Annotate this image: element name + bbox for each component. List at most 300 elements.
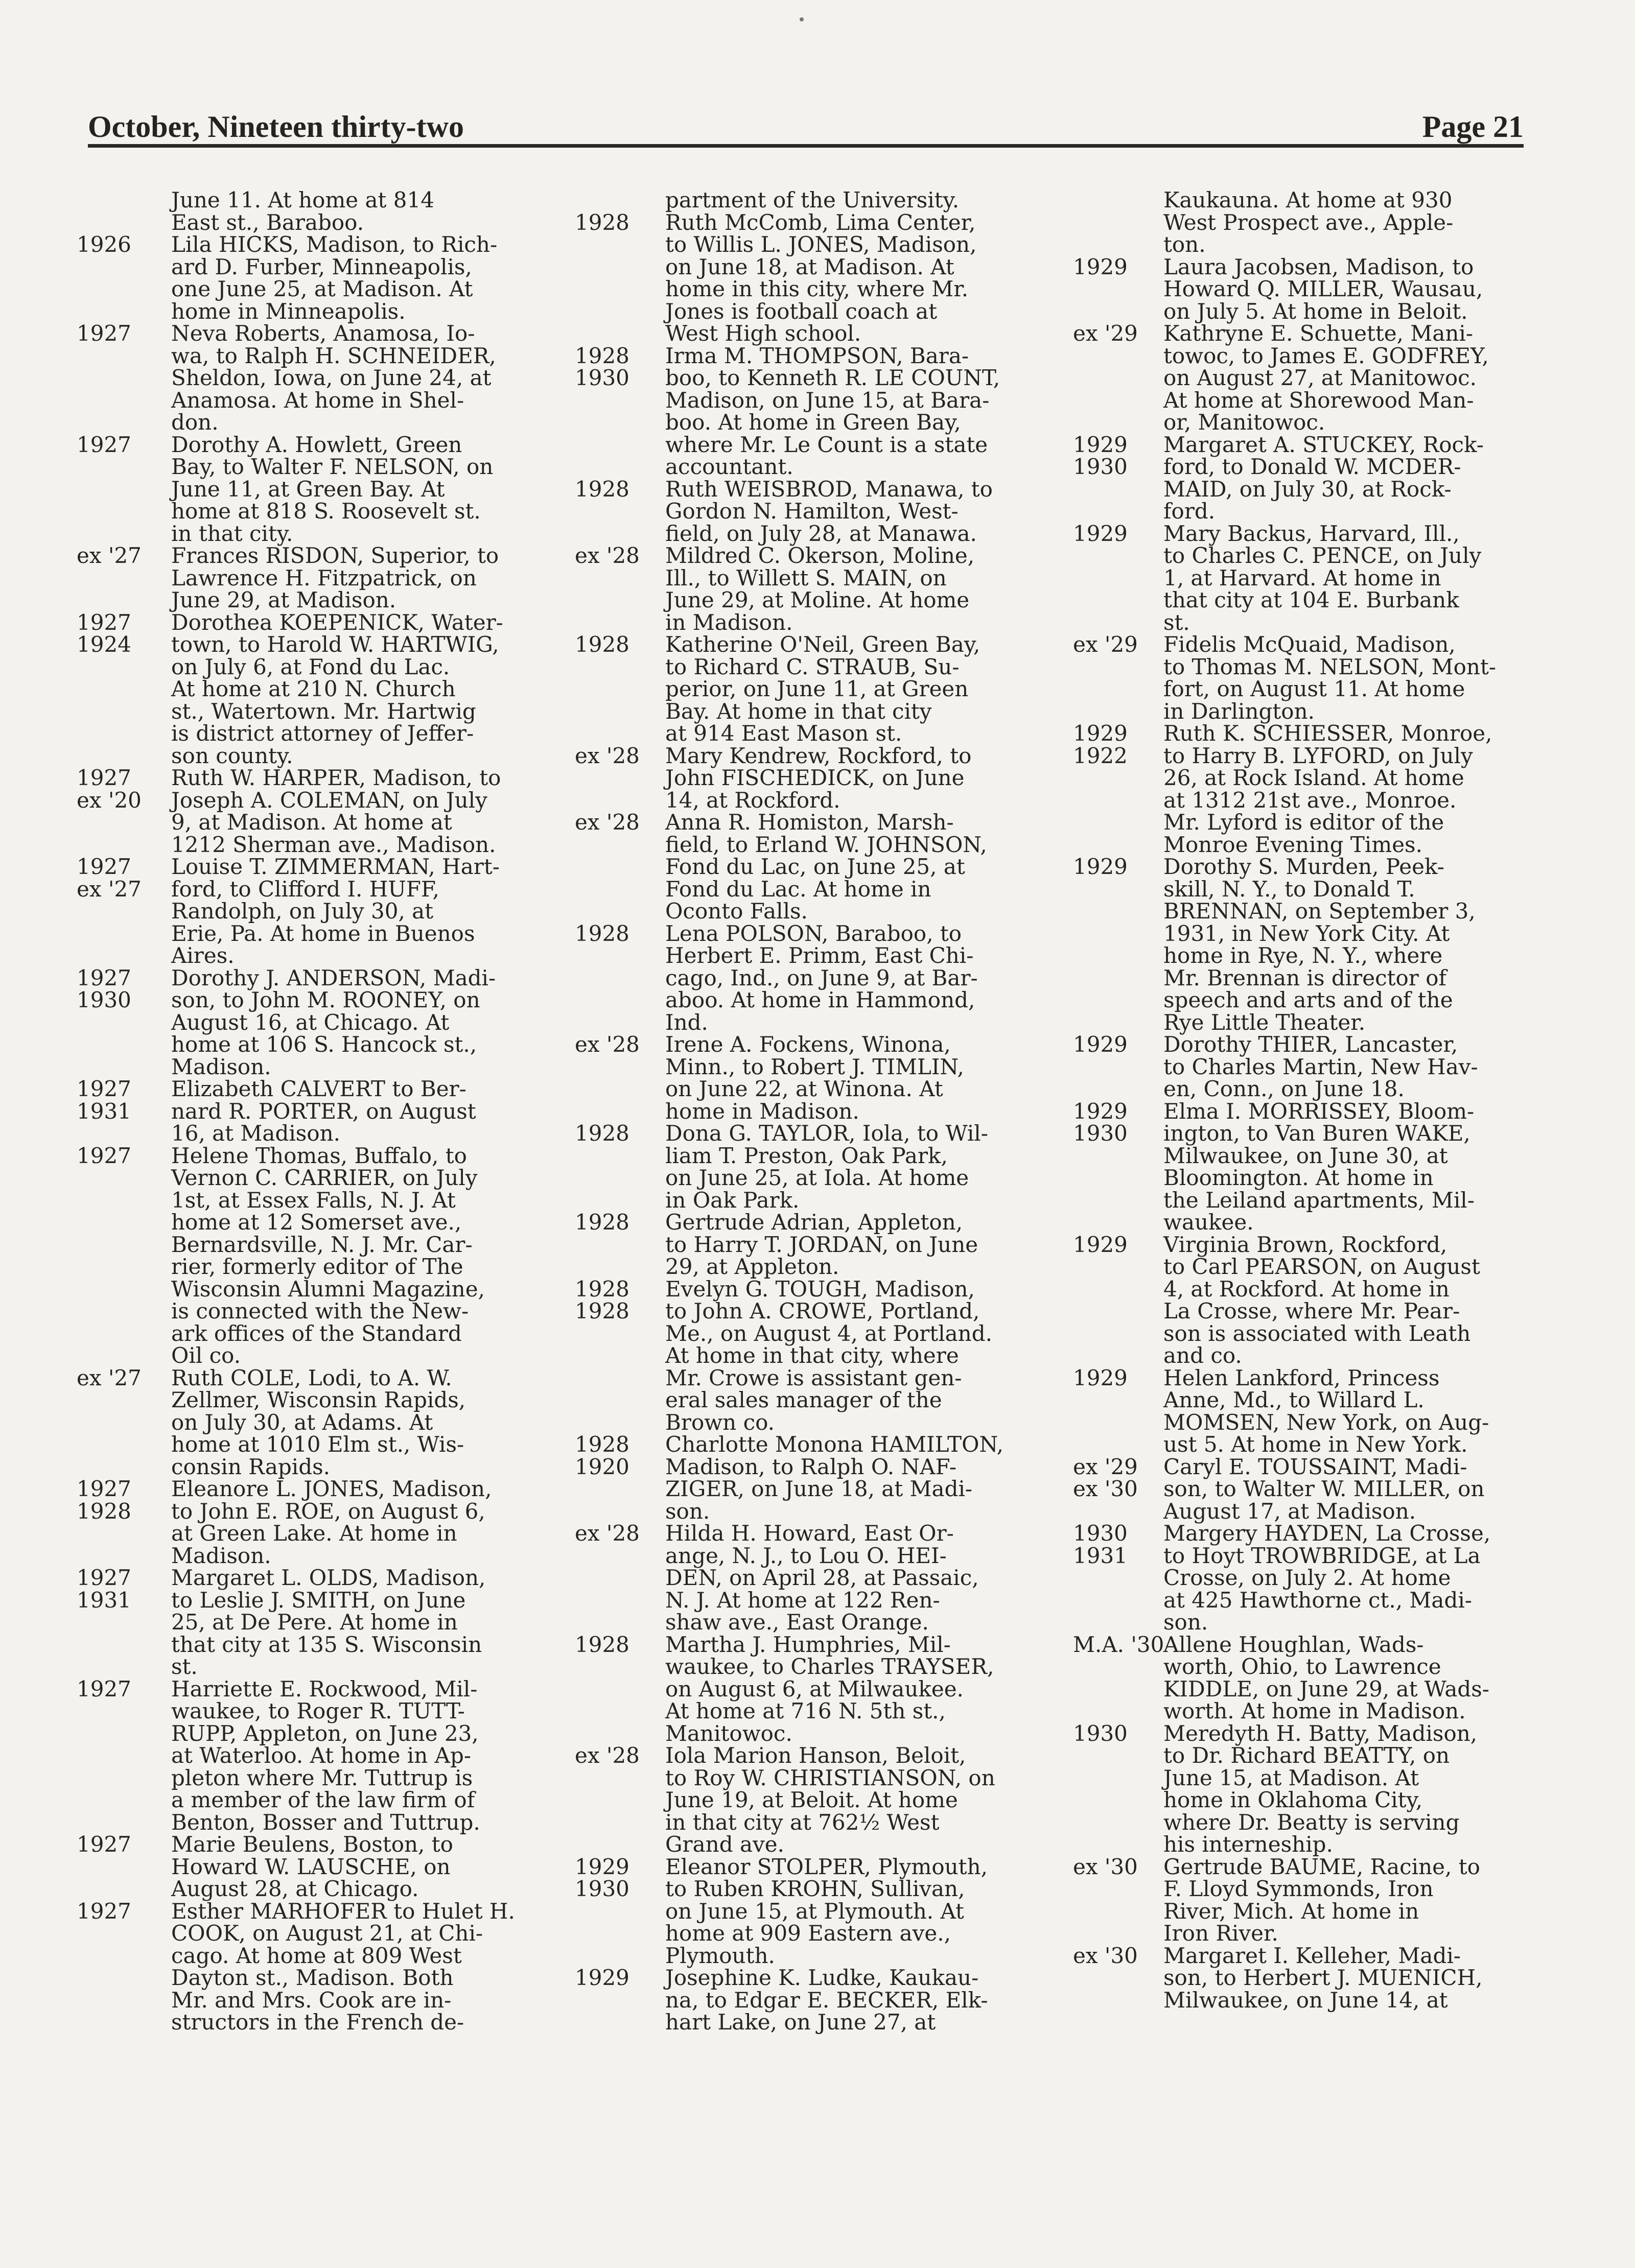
- text-line: [575, 1744, 1035, 1767]
- class-year: 1927: [77, 965, 131, 990]
- text-line: [1073, 211, 1533, 234]
- entry-text: to Charles C. PENCE, on July: [1163, 543, 1482, 568]
- text-line: [1073, 1456, 1533, 1478]
- text-line: [575, 611, 1035, 634]
- entry-text: and co.: [1163, 1343, 1242, 1368]
- entry-text: Evelyn G. TOUGH, Madison,: [665, 1276, 975, 1302]
- text-line: [1073, 920, 1533, 946]
- text-line: [77, 1300, 536, 1322]
- entry-text: Wisconsin Alumni Magazine,: [171, 1276, 485, 1302]
- entry-text: nard R. PORTER, on August: [171, 1098, 476, 1124]
- entry-text: Madison, to Ralph O. NAF-: [665, 1454, 957, 1479]
- entry-text: 16, at Madison.: [171, 1121, 341, 1146]
- entry-text: Margaret A. STUCKEY, Rock-: [1163, 432, 1484, 457]
- entry-text: Benton, Bosser and Tuttrup.: [171, 1809, 480, 1835]
- text-line: [77, 767, 536, 789]
- text-line: [77, 1611, 536, 1634]
- text-line: [77, 1189, 536, 1212]
- text-line: [1073, 1656, 1533, 1678]
- text-line: [77, 1234, 536, 1256]
- entry-text: rier, formerly editor of The: [171, 1254, 463, 1279]
- text-line: [1073, 1678, 1533, 1700]
- text-line: [77, 1922, 536, 1945]
- entry-text: at 1312 21st ave., Monroe.: [1163, 787, 1457, 813]
- text-line: [1073, 434, 1533, 456]
- entry-text: in that city at 762½ West: [665, 1809, 940, 1835]
- class-year: ex '28: [575, 1032, 640, 1057]
- text-line: [575, 722, 1035, 745]
- text-line: [77, 1500, 536, 1523]
- text-line: [575, 256, 1035, 278]
- header-rule: [88, 144, 1524, 148]
- entry-text: RUPP, Appleton, on June 23,: [171, 1720, 479, 1746]
- text-line: [575, 1611, 1035, 1634]
- entry-text: Fond du Lac. At home in: [665, 876, 931, 902]
- entry-text: on August 27, at Manitowoc.: [1163, 365, 1477, 390]
- text-line: [575, 834, 1035, 856]
- entry-text: Fidelis McQuaid, Madison,: [1163, 632, 1456, 657]
- text-line: [77, 278, 536, 300]
- entry-text: 14, at Rockford.: [665, 787, 840, 813]
- text-line: [575, 1545, 1035, 1567]
- text-line: [575, 233, 1035, 256]
- text-line: [1073, 1900, 1533, 1923]
- entry-text: Madison, on June 15, at Bara-: [665, 387, 990, 413]
- entry-text: Meredyth H. Batty, Madison,: [1163, 1720, 1478, 1746]
- text-line: [575, 1145, 1035, 1167]
- text-line: [575, 1833, 1035, 1856]
- text-line: [575, 1278, 1035, 1301]
- entry-text: the Leiland apartments, Mil-: [1163, 1187, 1475, 1213]
- entry-text: Eleanor STOLPER, Plymouth,: [665, 1854, 988, 1879]
- entry-text: Neva Roberts, Anamosa, Io-: [171, 321, 475, 346]
- entry-text: that city at 135 S. Wisconsin: [171, 1632, 482, 1657]
- text-line: [575, 678, 1035, 700]
- class-year: 1930: [1073, 1521, 1128, 1546]
- entry-text: Madison.: [171, 1543, 271, 1568]
- class-year: 1927: [77, 321, 131, 346]
- entry-text: Herbert E. Primm, East Chi-: [665, 943, 974, 968]
- text-line: [77, 1056, 536, 1078]
- class-year: 1927: [77, 1565, 131, 1590]
- entry-text: shaw ave., East Orange.: [665, 1610, 929, 1635]
- text-line: [77, 1589, 536, 1612]
- page-header: [88, 105, 1524, 148]
- class-year: 1929: [1073, 432, 1128, 457]
- column-2: [575, 189, 1035, 2034]
- entry-text: on July 6, at Fond du Lac.: [171, 654, 450, 679]
- text-line: [575, 1033, 1035, 1056]
- text-line: [77, 1344, 536, 1367]
- entry-text: Sheldon, Iowa, on June 24, at: [171, 365, 492, 390]
- text-line: [575, 189, 1035, 211]
- text-line: [575, 545, 1035, 567]
- text-line: [575, 322, 1035, 345]
- text-line: [1073, 189, 1533, 211]
- class-year: 1931: [77, 1098, 131, 1124]
- entry-text: Bay, to Walter F. NELSON, on: [171, 454, 494, 479]
- text-line: [575, 1922, 1035, 1945]
- text-line: [1073, 1322, 1533, 1345]
- entry-text: son, to Herbert J. MUENICH,: [1163, 1965, 1483, 1990]
- text-line: [1073, 633, 1533, 656]
- text-line: [575, 456, 1035, 478]
- entry-text: ford, to Donald W. MCDER-: [1163, 454, 1461, 479]
- text-line: [575, 767, 1035, 789]
- text-line: [575, 1478, 1035, 1500]
- class-year: 1927: [77, 1832, 131, 1857]
- entry-text: structors in the French de-: [171, 2010, 464, 2035]
- entry-text: perior, on June 11, at Green: [665, 676, 969, 701]
- entry-text: to Thomas M. NELSON, Mont-: [1163, 654, 1497, 679]
- entry-text: Bay. At home in that city: [665, 698, 932, 724]
- entry-text: West High school.: [665, 321, 861, 346]
- entry-text: st., Watertown. Mr. Hartwig: [171, 698, 476, 724]
- entry-text: ange, N. J., to Lou O. HEI-: [665, 1543, 947, 1568]
- entry-text: is connected with the New-: [171, 1298, 469, 1324]
- entry-text: to Willis L. JONES, Madison,: [665, 232, 977, 257]
- text-line: [77, 656, 536, 678]
- class-year: 1929: [1073, 854, 1128, 879]
- entry-text: At home at Shorewood Man-: [1163, 387, 1474, 413]
- text-line: [575, 434, 1035, 456]
- entry-text: to Ruben KROHN, Sullivan,: [665, 1876, 965, 1901]
- entry-text: to Charles Martin, New Hav-: [1163, 1054, 1478, 1079]
- text-line: [77, 856, 536, 878]
- entry-text: st.: [171, 1654, 198, 1679]
- text-line: [77, 523, 536, 545]
- entry-text: Kaukauna. At home at 930: [1163, 187, 1453, 212]
- text-line: [77, 478, 536, 501]
- text-line: [77, 1789, 536, 1811]
- entry-text: speech and arts and of the: [1163, 987, 1453, 1012]
- text-line: [77, 545, 536, 567]
- text-line: [1073, 278, 1533, 300]
- class-year: 1929: [1073, 1098, 1128, 1124]
- text-line: [77, 633, 536, 656]
- text-line: [1073, 589, 1533, 611]
- text-line: [575, 1167, 1035, 1189]
- entry-text: Oil co.: [171, 1343, 241, 1368]
- entry-text: home in this city, where Mr.: [665, 276, 969, 301]
- entry-text: Anamosa. At home in Shel-: [171, 387, 464, 413]
- entry-text: June 29, at Moline. At home: [665, 587, 970, 612]
- entry-text: home at 1010 Elm st., Wis-: [171, 1432, 464, 1457]
- class-year: 1928: [575, 209, 629, 235]
- entry-text: to Dr. Richard BEATTY, on: [1163, 1743, 1450, 1768]
- text-line: [575, 1344, 1035, 1367]
- entry-text: Katherine O'Neil, Green Bay,: [665, 632, 980, 657]
- text-line: [575, 1211, 1035, 1234]
- class-year: ex '28: [575, 543, 640, 568]
- text-line: [575, 1945, 1035, 1967]
- entry-text: where Dr. Beatty is serving: [1163, 1809, 1460, 1835]
- entry-text: home at 909 Eastern ave.,: [665, 1921, 951, 1946]
- entry-text: worth. At home in Madison.: [1163, 1698, 1466, 1723]
- text-line: [77, 1744, 536, 1767]
- text-line: [575, 500, 1035, 523]
- class-year: 1927: [77, 1898, 131, 1924]
- class-year: 1928: [575, 1210, 629, 1235]
- entry-text: Dayton st., Madison. Both: [171, 1965, 454, 1990]
- entry-text: Ruth McComb, Lima Center,: [665, 209, 976, 235]
- text-line: [575, 300, 1035, 323]
- entry-text: Kathryne E. Schuette, Mani-: [1163, 321, 1474, 346]
- text-line: [77, 322, 536, 345]
- entry-text: wa, to Ralph H. SCHNEIDER,: [171, 343, 496, 368]
- text-line: [1073, 1967, 1533, 1989]
- class-year: ex '28: [575, 1521, 640, 1546]
- text-line: [575, 1656, 1035, 1678]
- class-year: ex '27: [77, 543, 142, 568]
- entry-text: MAID, on July 30, at Rock-: [1163, 476, 1452, 502]
- text-line: [575, 944, 1035, 967]
- text-line: [1073, 1811, 1533, 1834]
- text-line: [1073, 811, 1533, 834]
- class-year: 1927: [77, 854, 131, 879]
- class-year: ex '29: [1073, 632, 1138, 657]
- text-line: [1073, 1945, 1533, 1967]
- text-line: [77, 1700, 536, 1722]
- text-line: [77, 1456, 536, 1478]
- entry-text: Milwaukee, on June 30, at: [1163, 1143, 1448, 1168]
- class-year: 1928: [575, 920, 629, 946]
- text-line: [575, 1767, 1035, 1789]
- text-line: [1073, 411, 1533, 434]
- text-line: [77, 300, 536, 323]
- entry-text: son, to John M. ROONEY, on: [171, 987, 480, 1012]
- entry-text: to Carl PEARSON, on August: [1163, 1254, 1480, 1279]
- text-line: [1073, 1189, 1533, 1212]
- text-line: [77, 345, 536, 367]
- entry-text: Me., on August 4, at Portland.: [665, 1320, 992, 1346]
- entry-text: Mary Kendrew, Rockford, to: [665, 743, 972, 768]
- text-line: [1073, 478, 1533, 501]
- text-line: [77, 789, 536, 812]
- entry-text: towoc, to James E. GODFREY,: [1163, 343, 1489, 368]
- text-line: [1073, 789, 1533, 812]
- entry-text: West Prospect ave., Apple-: [1163, 209, 1454, 235]
- class-year: 1929: [575, 1854, 629, 1879]
- entry-text: Margaret I. Kelleher, Madi-: [1163, 1943, 1461, 1968]
- entry-text: Milwaukee, on June 14, at: [1163, 1987, 1448, 2013]
- class-year: 1929: [1073, 1365, 1128, 1390]
- entry-text: Howard W. LAUSCHE, on: [171, 1854, 451, 1879]
- entry-text: Gordon N. Hamilton, West-: [665, 499, 959, 524]
- class-year: 1930: [1073, 454, 1128, 479]
- text-line: [1073, 856, 1533, 878]
- text-line: [575, 1967, 1035, 1989]
- text-line: [575, 567, 1035, 589]
- text-line: [1073, 1211, 1533, 1234]
- text-line: [77, 1522, 536, 1545]
- text-line: [1073, 900, 1533, 923]
- page-number: Page 21: [1422, 110, 1524, 144]
- entry-text: Helene Thomas, Buffalo, to: [171, 1143, 467, 1168]
- entry-text: June 15, at Madison. At: [1163, 1765, 1419, 1790]
- entry-text: Bloomington. At home in: [1163, 1165, 1434, 1190]
- entry-text: COOK, on August 21, at Chi-: [171, 1921, 483, 1946]
- class-year: ex '28: [575, 1743, 640, 1768]
- text-line: [77, 989, 536, 1011]
- text-line: [77, 920, 536, 946]
- text-line: [77, 1678, 536, 1700]
- entry-text: ton.: [1163, 232, 1206, 257]
- entry-text: waukee, to Roger R. TUTT-: [171, 1698, 465, 1723]
- class-year: 1931: [1073, 1543, 1128, 1568]
- entry-text: in Madison.: [665, 609, 793, 635]
- text-line: [575, 589, 1035, 611]
- class-year: 1927: [77, 1476, 131, 1501]
- text-line: [77, 1967, 536, 1989]
- text-line: [77, 1767, 536, 1789]
- entry-text: home in Rye, N. Y., where: [1163, 943, 1443, 968]
- text-line: [575, 1300, 1035, 1322]
- entry-text: partment of the University.: [665, 187, 960, 212]
- entry-text: pleton where Mr. Tuttrup is: [171, 1765, 473, 1790]
- text-line: [1073, 1589, 1533, 1612]
- text-line: [77, 1656, 536, 1678]
- entry-text: field, on July 28, at Manawa.: [665, 521, 977, 546]
- text-line: [1073, 1722, 1533, 1745]
- text-line: [1073, 500, 1533, 523]
- entry-text: Dorothy S. Murden, Peek-: [1163, 854, 1444, 879]
- entry-text: Monroe Evening Times.: [1163, 832, 1422, 857]
- text-line: [77, 389, 536, 412]
- text-line: [575, 633, 1035, 656]
- entry-text: one June 25, at Madison. At: [171, 276, 473, 301]
- entry-text: ford, to Clifford I. HUFF,: [171, 876, 439, 902]
- entry-text: Louise T. ZIMMERMAN, Hart-: [171, 854, 500, 879]
- text-line: [575, 1234, 1035, 1256]
- text-line: [77, 2011, 536, 2034]
- entry-text: At home at 210 N. Church: [171, 676, 456, 701]
- text-line: [1073, 1278, 1533, 1301]
- entry-text: Allene Houghlan, Wads-: [1163, 1632, 1424, 1657]
- entry-text: BRENNAN, on September 3,: [1163, 899, 1476, 924]
- entry-text: boo, to Kenneth R. LE COUNT,: [665, 365, 1000, 390]
- entry-text: Josephine K. Ludke, Kaukau-: [665, 1965, 979, 1990]
- print-speck: [800, 17, 804, 21]
- entry-text: Randolph, on July 30, at: [171, 899, 434, 924]
- text-line: [1073, 1433, 1533, 1456]
- entry-text: boo. At home in Green Bay,: [665, 410, 961, 435]
- text-line: [575, 1411, 1035, 1434]
- text-line: [575, 900, 1035, 923]
- text-line: [1073, 1411, 1533, 1434]
- text-line: [575, 920, 1035, 946]
- entry-text: eral sales manager of the: [665, 1387, 942, 1412]
- class-year: M.A. '30: [1073, 1632, 1164, 1657]
- text-line: [77, 189, 536, 211]
- text-line: [575, 1389, 1035, 1411]
- entry-text: that city at 104 E. Burbank: [1163, 587, 1459, 612]
- entry-text: F. Lloyd Symmonds, Iron: [1163, 1876, 1434, 1901]
- text-line: [575, 789, 1035, 812]
- text-line: [575, 1189, 1035, 1212]
- entry-text: 25, at De Pere. At home in: [171, 1610, 458, 1635]
- text-line: [77, 233, 536, 256]
- class-year: 1927: [77, 1143, 131, 1168]
- entry-text: where Mr. Le Count is a state: [665, 432, 988, 457]
- text-line: [77, 1100, 536, 1123]
- text-line: [1073, 1344, 1533, 1367]
- class-year: 1927: [77, 765, 131, 790]
- text-line: [575, 856, 1035, 878]
- entry-text: or, Manitowoc.: [1163, 410, 1325, 435]
- entry-text: waukee, to Charles TRAYSER,: [665, 1654, 994, 1679]
- entry-text: worth, Ohio, to Lawrence: [1163, 1654, 1441, 1679]
- text-line: [77, 722, 536, 745]
- text-line: [77, 1122, 536, 1145]
- text-line: [1073, 1545, 1533, 1567]
- text-line: [1073, 1567, 1533, 1589]
- class-year: 1920: [575, 1454, 629, 1479]
- entry-text: John FISCHEDICK, on June: [665, 765, 965, 790]
- text-line: [575, 1456, 1035, 1478]
- class-year: 1926: [77, 232, 131, 257]
- entry-text: Frances RISDON, Superior, to: [171, 543, 499, 568]
- entry-text: 1931, in New York City. At: [1163, 920, 1450, 946]
- text-line: [575, 1122, 1035, 1145]
- text-line: [77, 1878, 536, 1900]
- text-line: [1073, 834, 1533, 856]
- class-year: 1927: [77, 432, 131, 457]
- text-line: [77, 1722, 536, 1745]
- entry-text: Gertrude Adrian, Appleton,: [665, 1210, 963, 1235]
- text-line: [575, 389, 1035, 412]
- text-line: [575, 2011, 1035, 2034]
- class-year: 1929: [1073, 254, 1128, 279]
- text-line: [1073, 678, 1533, 700]
- entry-text: Mr. Crowe is assistant gen-: [665, 1365, 962, 1390]
- class-year: ex '30: [1073, 1854, 1138, 1879]
- entry-text: Crosse, on July 2. At home: [1163, 1565, 1451, 1590]
- entry-text: La Crosse, where Mr. Pear-: [1163, 1298, 1460, 1324]
- entry-text: Iron River.: [1163, 1921, 1278, 1946]
- text-line: [77, 1011, 536, 1034]
- entry-text: MOMSEN, New York, on Aug-: [1163, 1409, 1489, 1435]
- class-year: 1928: [575, 1432, 629, 1457]
- entry-text: Mr. Lyford is editor of the: [1163, 810, 1444, 835]
- entry-text: Manitowoc.: [665, 1720, 792, 1746]
- entry-text: Mr. Brennan is director of: [1163, 965, 1447, 990]
- text-line: [77, 1211, 536, 1234]
- entry-text: 29, at Appleton.: [665, 1254, 839, 1279]
- text-line: [1073, 1145, 1533, 1167]
- text-line: [1073, 300, 1533, 323]
- entry-text: At home in that city, where: [665, 1343, 959, 1368]
- entry-text: Dorothy J. ANDERSON, Madi-: [171, 965, 496, 990]
- entry-text: Dona G. TAYLOR, Iola, to Wil-: [665, 1121, 988, 1146]
- entry-text: ark offices of the Standard: [171, 1320, 462, 1346]
- text-line: [575, 1078, 1035, 1100]
- entry-text: Esther MARHOFER to Hulet H.: [171, 1898, 515, 1924]
- class-year: 1924: [77, 632, 131, 657]
- entry-text: Plymouth.: [665, 1943, 775, 1968]
- entry-text: in Darlington.: [1163, 698, 1315, 724]
- entry-text: Ill., to Willett S. MAIN, on: [665, 565, 947, 590]
- entry-text: Bernardsville, N. J. Mr. Car-: [171, 1232, 473, 1257]
- class-year: 1928: [575, 1276, 629, 1302]
- class-year: 1928: [575, 632, 629, 657]
- entry-text: hart Lake, on June 27, at: [665, 2010, 936, 2035]
- text-line: [575, 989, 1035, 1011]
- class-year: 1928: [77, 1498, 131, 1524]
- text-line: [575, 1322, 1035, 1345]
- text-line: [575, 967, 1035, 989]
- text-line: [575, 1678, 1035, 1700]
